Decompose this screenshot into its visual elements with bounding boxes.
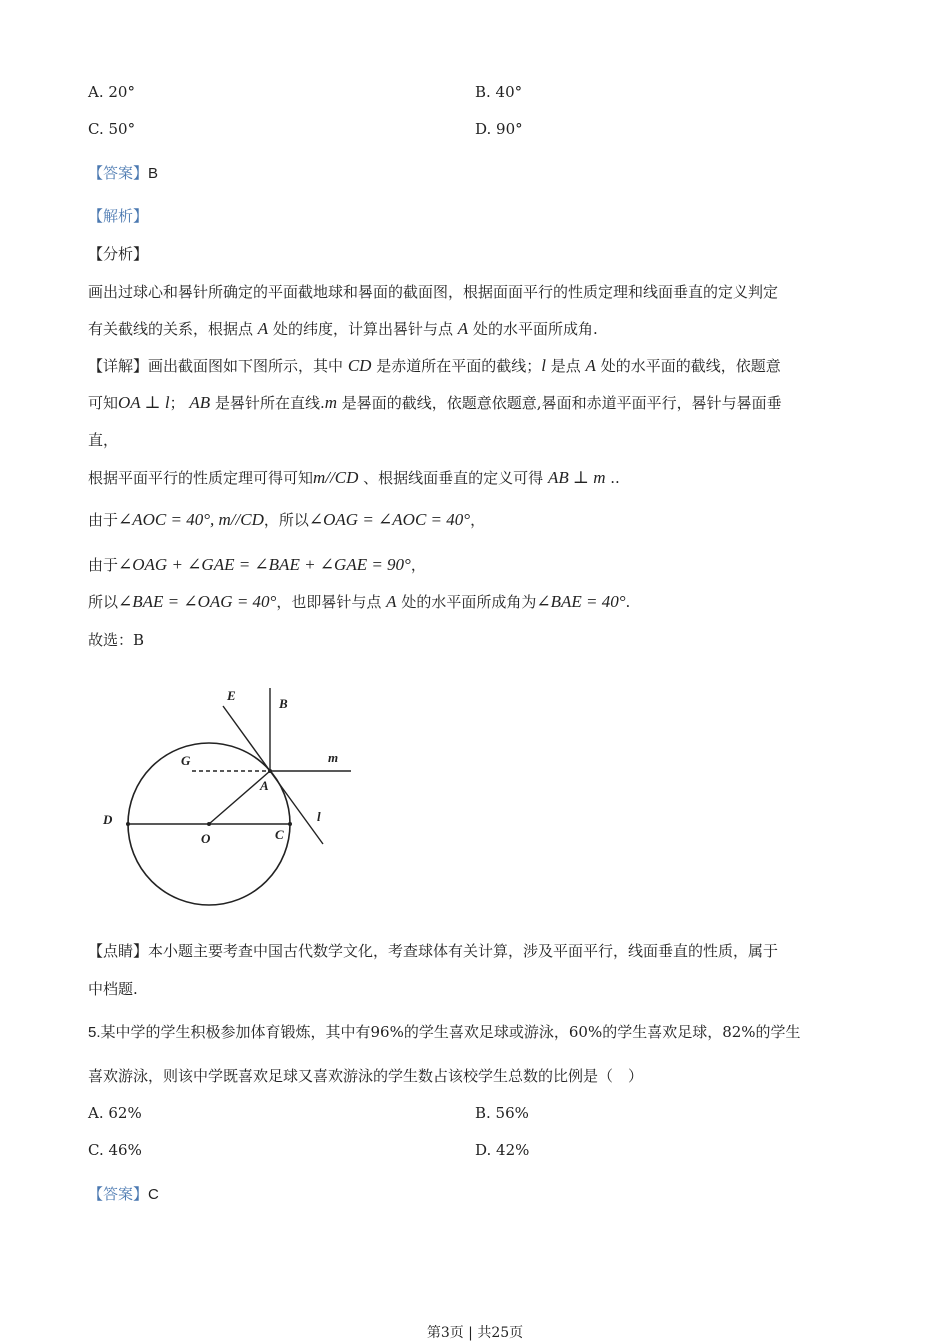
point-a (268, 769, 272, 773)
detail-line2: 可知OA ⊥ l； AB 是晷针所在直线.m 是晷面的截线，依题意依题意,晷面和赤道平面平行，晷针与晷面垂 (88, 393, 782, 412)
comment-line2: 中档题. (88, 980, 138, 998)
label-e: E (227, 688, 236, 703)
detail-line4: 根据平面平行的性质定理可得可知m//CD 、根据线面垂直的定义可得 AB ⊥ m .. (88, 468, 620, 487)
q4-option-c: C. 50° (88, 120, 136, 138)
label-g: G (181, 753, 191, 768)
detail-line6: 由于∠OAG + ∠GAE = ∠BAE + ∠GAE = 90°， (88, 555, 426, 574)
detail-line3: 直， (88, 431, 119, 449)
q4-option-b: B. 40° (475, 83, 523, 101)
detail-line7: 所以∠BAE = ∠OAG = 40°，也即晷针与点 A 处的水平面所成角为∠BAE = 40°. (88, 592, 631, 611)
detail-line5: 由于∠AOC = 40°, m//CD，所以∠OAG = ∠AOC = 40°， (88, 510, 486, 529)
fenxi-line1: 画出过球心和晷针所确定的平面截地球和晷面的截面图，根据面面平行的性质定理和线面垂直的定义判定 (88, 283, 779, 301)
q5-answer (88, 1184, 159, 1205)
q5-line1: 5.某中学的学生积极参加体育锻炼，其中有96%的学生喜欢足球或游泳，60%的学生喜欢足球，82%的学生 (88, 1023, 801, 1041)
q5-option-b: B. 56% (475, 1104, 529, 1122)
fenxi-tag: 【分析】 (88, 245, 149, 263)
page-footer: 第3页 | 共25页 (426, 1325, 524, 1341)
comment-tag: 【点睛】 (88, 942, 149, 960)
q4-option-a: A. 20° (88, 83, 135, 101)
label-m: m (328, 750, 339, 765)
label-b: B (279, 696, 288, 711)
detail-line1: 【详解】画出截面图如下图所示，其中 CD 是赤道所在平面的截线；l 是点 A 处的水平面的截线，依题意 (88, 356, 781, 375)
detail-tag: 【详解】 (88, 357, 149, 375)
q5-answer-tag: 【答案】 (88, 1185, 149, 1203)
point-o (207, 822, 211, 826)
answer-value: B (148, 165, 159, 182)
jiexi-tag: 【解析】 (88, 207, 149, 225)
comment-line1: 【点睛】本小题主要考查中国古代数学文化，考查球体有关计算，涉及平面平行，线面垂直的性质，属于 (88, 942, 779, 960)
q5-option-a: A. 62% (88, 1104, 142, 1122)
q5-option-c: C. 46% (88, 1141, 142, 1159)
point-d (126, 822, 130, 826)
label-c: C (275, 827, 284, 842)
q5-number: 5. (88, 1024, 101, 1041)
q4-answer (88, 163, 158, 184)
gu-xuan: 故选：B (88, 631, 145, 649)
q5-option-d: D. 42% (475, 1141, 530, 1159)
point-c (288, 822, 292, 826)
q5-answer-value: C (148, 1186, 159, 1203)
label-l: l (317, 809, 321, 824)
label-d: D (103, 812, 113, 827)
line-e (223, 706, 270, 771)
q4-option-d: D. 90° (475, 120, 523, 138)
answer-tag: 【答案】 (88, 164, 149, 182)
q5-line2: 喜欢游泳，则该中学既喜欢足球又喜欢游泳的学生数占该校学生总数的比例是（ ） (88, 1067, 644, 1085)
label-a: A (260, 778, 269, 793)
label-o: O (201, 831, 211, 846)
cross-section-diagram (95, 680, 365, 915)
fenxi-line2: 有关截线的关系，根据点 A 处的纬度，计算出晷针与点 A 处的水平面所成角. (88, 319, 598, 338)
